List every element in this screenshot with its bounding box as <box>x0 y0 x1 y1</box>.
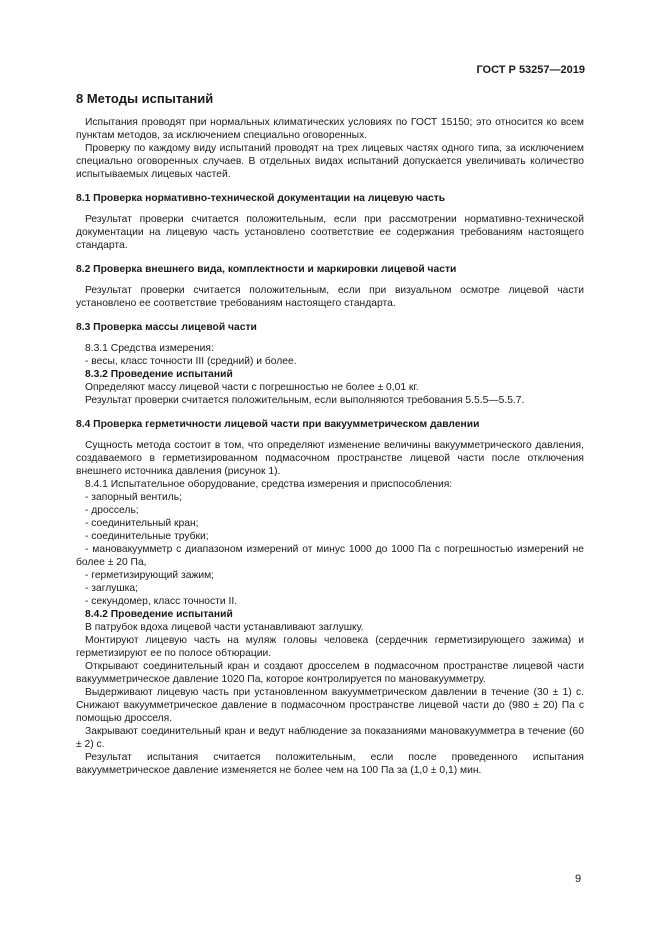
page-number: 9 <box>575 873 582 885</box>
subsection-title-8-4: 8.4 Проверка герметичности лицевой части при вакуумметрическом давлении <box>76 419 480 430</box>
list-item: - мановакуумметр с диапазоном измерений от минус 1000 до 1000 Па с погрешностью измерений не более ± 20 Па, <box>76 544 584 568</box>
paragraph: 8.3.1 Средства измерения: <box>85 343 214 354</box>
intro-paragraph: Проверку по каждому виду испытаний проводят на трех лицевых частях одного типа, за исключением специально оговоренных случаев. В отдельных видах испытаний допускается увеличивать количество испытываемых лицевых частей. <box>76 143 584 180</box>
section-title: 8 Методы испытаний <box>76 91 214 106</box>
paragraph: Сущность метода состоит в том, что определяют изменение величины вакуумметрического давления, создаваемого в герметизированном подмасочном пространстве лицевой части после отключения внешнего источника давления (рисунок 1). <box>76 440 584 477</box>
page-content <box>76 92 584 777</box>
list-item: - весы, класс точности III (средний) и более. <box>85 356 297 367</box>
list-item: - дроссель; <box>85 505 139 516</box>
paragraph: Открывают соединительный кран и создают дросселем в подмасочном пространстве лицевой части вакуумметрическое давление 1020 Па, которое контролируется по мановакуумметру. <box>76 661 584 685</box>
subsection-title-8-1: 8.1 Проверка нормативно-технической документации на лицевую часть <box>76 193 446 204</box>
paragraph: 8.4.1 Испытательное оборудование, средства измерения и приспособления: <box>85 479 453 490</box>
subsubsection-title-8-3-2: 8.3.2 Проведение испытаний <box>85 369 233 380</box>
paragraph: Результат проверки считается положительным, если выполняются требования 5.5.5—5.5.7. <box>85 395 525 406</box>
list-item: - соединительный кран; <box>85 518 199 529</box>
paragraph: Результат проверки считается положительным, если при рассмотрении нормативно-технической документации на лицевую часть установлено соответствие ее содержания требованиям настоящего стандарта. <box>76 214 584 251</box>
paragraph: В патрубок вдоха лицевой части устанавливают заглушку. <box>85 622 364 633</box>
subsection-title-8-3: 8.3 Проверка массы лицевой части <box>76 322 257 333</box>
list-item: - секундомер, класс точности II. <box>85 596 238 607</box>
subsubsection-title-8-4-2: 8.4.2 Проведение испытаний <box>85 609 233 620</box>
list-item: - герметизирующий зажим; <box>85 570 215 581</box>
paragraph: Результат испытания считается положительным, если после проведенного испытания вакуумметрическое давление изменяется не более чем на 100 Па за (1,0 ± 0,1) мин. <box>76 752 584 776</box>
list-item: - соединительные трубки; <box>85 531 209 542</box>
intro-paragraph: Испытания проводят при нормальных климатических условиях по ГОСТ 15150; это относится ко всем пунктам методов, за исключением специально оговоренных. <box>76 117 584 141</box>
list-item: - заглушка; <box>85 583 139 594</box>
paragraph: Определяют массу лицевой части с погрешностью не более ± 0,01 кг. <box>85 382 419 393</box>
paragraph: Результат проверки считается положительным, если при визуальном осмотре лицевой части установлено ее соответствие требованиям настоящего стандарта. <box>76 285 584 309</box>
list-item: - запорный вентиль; <box>85 492 182 503</box>
paragraph: Выдерживают лицевую часть при установленном вакуумметрическом давлении в течение (30 ± 1) с. Снижают вакуумметрическое давление в подмасочном пространстве лицевой части до (980 ± 20) Па с помощью дросселя. <box>76 687 584 724</box>
paragraph: Монтируют лицевую часть на муляж головы человека (сердечник герметизирующего зажима) и герметизируют ее по полосе обтюрации. <box>76 635 584 659</box>
standard-number: ГОСТ Р 53257—2019 <box>476 64 585 76</box>
paragraph: Закрывают соединительный кран и ведут наблюдение за показаниями мановакуумметра в течение (60 ± 2) с. <box>76 726 584 750</box>
subsection-title-8-2: 8.2 Проверка внешнего вида, комплектности и маркировки лицевой части <box>76 264 457 275</box>
